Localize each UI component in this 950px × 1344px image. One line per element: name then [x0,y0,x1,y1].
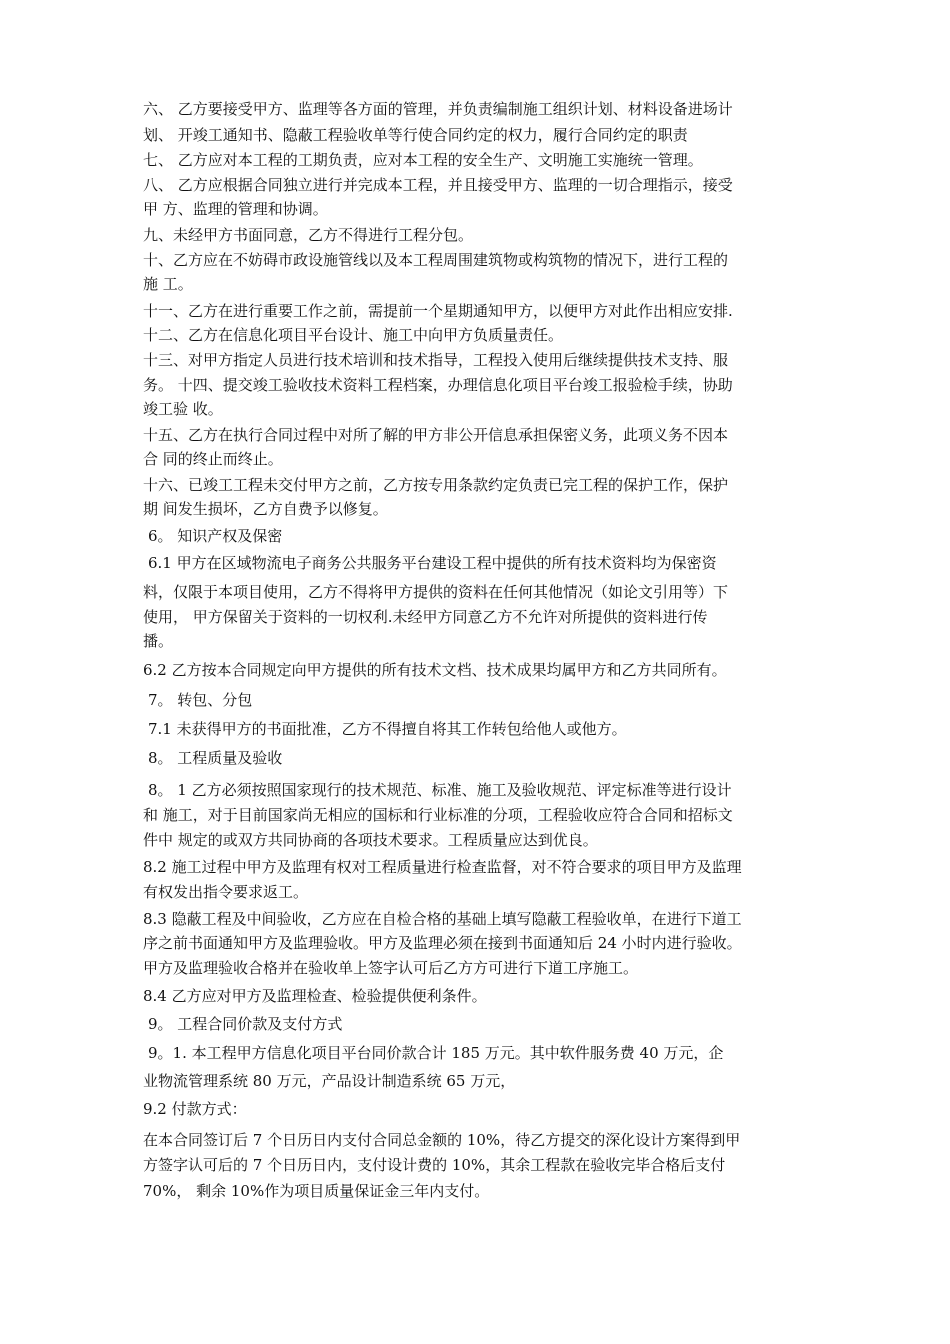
text-line: 70%， 剩余 10%作为项目质量保证金三年内支付。 [143,1182,490,1200]
text-line: 六、 乙方要接受甲方、监理等各方面的管理，并负责编制施工组织计划、材料设备进场计 [143,100,733,118]
section-heading: 8。 工程质量及验收 [148,749,283,767]
text-line: 8.3 隐蔽工程及中间验收，乙方应在自检合格的基础上填写隐蔽工程验收单，在进行下道工 [143,910,742,928]
text-line: 划、 开竣工通知书、隐蔽工程验收单等行使合同约定的权力，履行合同约定的职责 [143,126,688,144]
text-line: 7.1 未获得甲方的书面批准，乙方不得擅自将其工作转包给他人或他方。 [148,720,627,738]
text-line: 在本合同签订后 7 个日历日内支付合同总金额的 10%，待乙方提交的深化设计方案得到甲 [143,1131,741,1149]
text-line: 十一、乙方在进行重要工作之前，需提前一个星期通知甲方，以便甲方对此作出相应安排. [143,302,733,320]
text-line: 8。 1 乙方必须按照国家现行的技术规范、标准、施工及验收规范、评定标准等进行设计 [148,781,732,799]
text-line: 九、未经甲方书面同意，乙方不得进行工程分包。 [143,226,474,244]
text-line: 8.4 乙方应对甲方及监理检查、检验提供便利条件。 [143,987,487,1005]
text-line: 合 同的终止而终止。 [143,450,283,468]
text-line: 和 施工，对于目前国家尚无相应的国标和行业标准的分项，工程验收应符合合同和招标文 [143,806,733,824]
text-line: 播。 [143,632,174,650]
text-line: 八、 乙方应根据合同独立进行并完成本工程，并且接受甲方、监理的一切合理指示，接受 [143,176,733,194]
text-line: 七、 乙方应对本工程的工期负责，应对本工程的安全生产、文明施工实施统一管理。 [143,151,703,169]
section-heading: 7。 转包、分包 [148,691,253,709]
text-line: 6.1 甲方在区域物流电子商务公共服务平台建设工程中提供的所有技术资料均为保密资 [148,554,717,572]
text-line: 竣工验 收。 [143,400,223,418]
text-line: 务。 十四、提交竣工验收技术资料工程档案，办理信息化项目平台竣工报验检手续，协助 [143,376,733,394]
text-line: 料，仅限于本项目使用，乙方不得将甲方提供的资料在任何其他情况（如论文引用等）下 [143,583,729,601]
text-line: 施 工。 [143,275,193,293]
text-line: 甲方及监理验收合格并在验收单上签字认可后乙方方可进行下道工序施工。 [143,959,639,977]
text-line: 十六、已竣工工程未交付甲方之前，乙方按专用条款约定负责已完工程的保护工作，保护 [143,476,729,494]
section-heading: 6。 知识产权及保密 [148,527,283,545]
text-line: 序之前书面通知甲方及监理验收。甲方及监理必须在接到书面通知后 24 小时内进行验收。 [143,934,742,952]
text-line: 6.2 乙方按本合同规定向甲方提供的所有技术文档、技术成果均属甲方和乙方共同所有。 [143,661,727,679]
text-line: 8.2 施工过程中甲方及监理有权对工程质量进行检查监督，对不符合要求的项目甲方及监理 [143,858,742,876]
text-line: 十三、对甲方指定人员进行技术培训和技术指导，工程投入使用后继续提供技术支持、服 [143,351,729,369]
text-line: 使用， 甲方保留关于资料的一切权利.未经甲方同意乙方不允许对所提供的资料进行传 [143,608,708,626]
text-line: 件中 规定的或双方共同协商的各项技术要求。工程质量应达到优良。 [143,831,598,849]
text-line: 甲 方、监理的管理和协调。 [143,200,328,218]
text-line: 十、乙方应在不妨碍市政设施管线以及本工程周围建筑物或构筑物的情况下，进行工程的 [143,251,729,269]
text-line: 有权发出指令要求返工。 [143,883,309,901]
text-line: 9.2 付款方式： [143,1100,247,1118]
text-line: 十二、乙方在信息化项目平台设计、施工中向甲方负质量责任。 [143,326,564,344]
text-line: 期 间发生损坏，乙方自费予以修复。 [143,500,388,518]
text-line: 方签字认可后的 7 个日历日内，支付设计费的 10%，其余工程款在验收完毕合格后支付 [143,1156,726,1174]
text-line: 业物流管理系统 80 万元，产品设计制造系统 65 万元， [143,1072,516,1090]
section-heading: 9。 工程合同价款及支付方式 [148,1015,343,1033]
text-line: 9。1. 本工程甲方信息化项目平台同价款合计 185 万元。其中软件服务费 40 万元，企 [148,1044,724,1062]
text-line: 十五、乙方在执行合同过程中对所了解的甲方非公开信息承担保密义务，此项义务不因本 [143,426,729,444]
